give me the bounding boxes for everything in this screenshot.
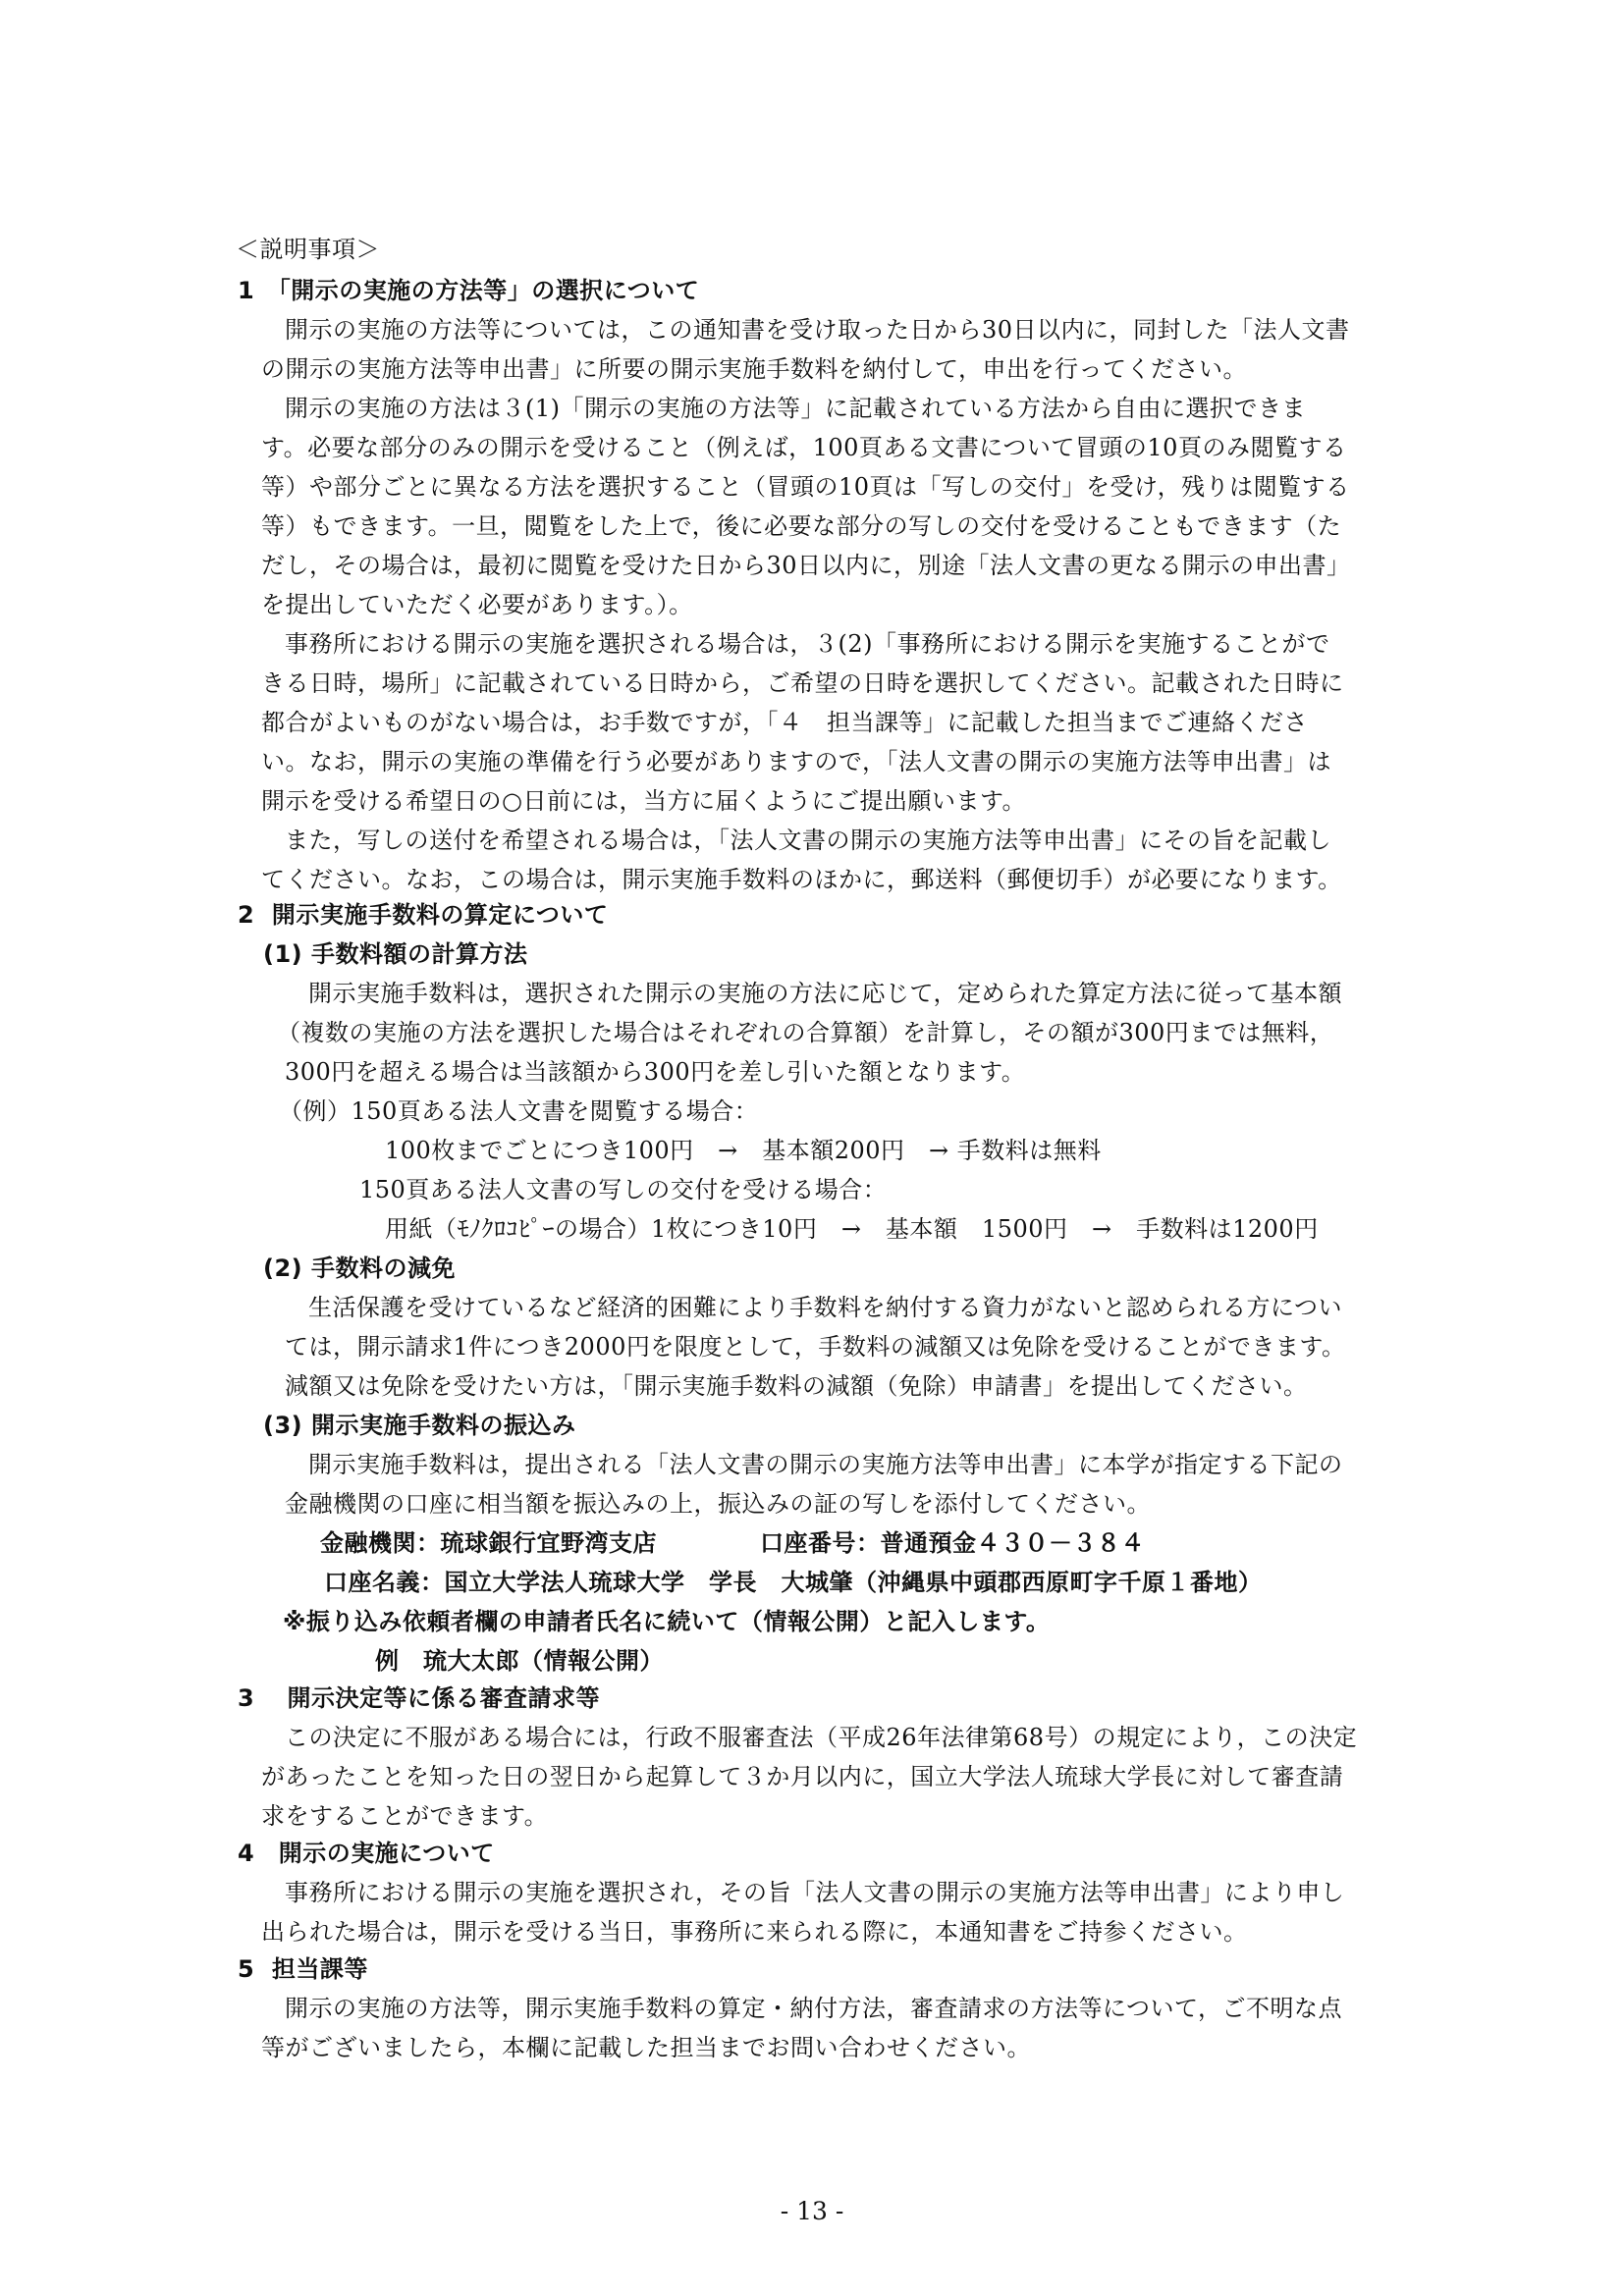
s1-p3-line: い。なお，開示の実施の準備を行う必要がありますので，「法人文書の開示の実施方法等申出書」は (261, 748, 1332, 775)
page-number: - 13 - (780, 2197, 844, 2225)
section-2-title: 2 開示実施手数料の算定について (238, 901, 609, 929)
s1-p3-line: 開示を受ける希望日の○日前には，当方に届くようにご提出願います。 (261, 787, 1027, 815)
s2-sub2-line: 減額又は免除を受けたい方は，「開示実施手数料の減額（免除）申請書」を提出してください。 (285, 1372, 1308, 1400)
s3-line: があったことを知った日の翌日から起算して３か月以内に，国立大学法人琉球大学長に対して審査請 (261, 1763, 1344, 1790)
s5-line: 開示の実施の方法等，開示実施手数料の算定・納付方法，審査請求の方法等について，ご不明な点 (285, 1995, 1343, 2022)
s2-sub2-line: ては，開示請求1件につき2000円を限度として，手数料の減額又は免除を受けることができます。 (285, 1333, 1346, 1361)
subsection-2-title: (2) 手数料の減免 (263, 1255, 456, 1282)
s1-p4-line: てください。なお，この場合は，開示実施手数料のほかに，郵送料（郵便切手）が必要になります。 (261, 866, 1342, 893)
s2-sub2-line: 生活保護を受けているなど経済的困難により手数料を納付する資力がないと認められる方につい (308, 1294, 1343, 1321)
s2-sub1-line: （複数の実施の方法を選択した場合はそれぞれの合算額）を計算し，その額が300円までは無料， (277, 1019, 1334, 1046)
subsection-1-title: (1) 手数料額の計算方法 (263, 940, 528, 968)
s2-sub1-line: 開示実施手数料は，選択された開示の実施の方法に応じて，定められた算定方法に従って基本額 (308, 980, 1343, 1007)
s1-p1-line: の開示の実施方法等申出書」に所要の開示実施手数料を納付して，申出を行ってください。 (261, 355, 1248, 383)
explanation-header: ＜説明事項＞ (236, 236, 380, 263)
section-1-title: 1 「開示の実施の方法等」の選択について (238, 277, 700, 304)
s1-p3-line: 都合がよいものがない場合は，お手数ですが，「４ 担当課等」に記載した担当までご連絡くださ (261, 709, 1308, 736)
section-5-title: 5 担当課等 (238, 1955, 368, 1983)
s1-p2-line: す。必要な部分のみの開示を受けること（例えば，100頁ある文書について冒頭の10頁のみ閲覧する (261, 434, 1347, 461)
s1-p3-line: 事務所における開示の実施を選択される場合は，３(2)「事務所における開示を実施することがで (285, 630, 1330, 658)
transfer-example: 例 琉大太郎（情報公開） (375, 1647, 664, 1675)
example-line: 150頁ある法人文書の写しの交付を受ける場合： (359, 1176, 888, 1203)
example-line: 用紙（ﾓﾉｸﾛｺﾋﾟｰの場合）1枚につき10円 → 基本額 1500円 → 手数料は1200円 (385, 1215, 1319, 1243)
s1-p2-line: だし，その場合は，最初に閲覧を受けた日から30日以内に，別途「法人文書の更なる開示の申出書」 (261, 552, 1351, 579)
example-line: （例）150頁ある法人文書を閲覧する場合： (279, 1097, 759, 1125)
s3-line: この決定に不服がある場合には，行政不服審査法（平成26年法律第68号）の規定により，この決定 (285, 1724, 1358, 1751)
s1-p2-line: 開示の実施の方法は３(1)「開示の実施の方法等」に記載されている方法から自由に選択できま (285, 395, 1306, 422)
bank-name: 金融機関：琉球銀行宜野湾支店 (320, 1529, 657, 1557)
s3-line: 求をすることができます。 (261, 1802, 549, 1830)
s1-p3-line: きる日時，場所」に記載されている日時から，ご希望の日時を選択してください。記載された日時に (261, 669, 1344, 697)
account-number: 口座番号：普通預金４３０－３８４ (760, 1529, 1145, 1557)
s5-line: 等がございましたら，本欄に記載した担当までお問い合わせください。 (261, 2034, 1031, 2061)
s4-line: 事務所における開示の実施を選択され，その旨「法人文書の開示の実施方法等申出書」により申し (285, 1879, 1345, 1906)
account-holder: 口座名義：国立大学法人琉球大学 学長 大城肇（沖縄県中頭郡西原町字千原１番地） (324, 1569, 1263, 1596)
s1-p2-line: 等）や部分ごとに異なる方法を選択すること（冒頭の10頁は「写しの交付」を受け，残りは閲覧する (261, 473, 1350, 501)
subsection-3-title: (3) 開示実施手数料の振込み (263, 1412, 576, 1439)
s1-p2-line: を提出していただく必要があります。）。 (261, 591, 693, 618)
s1-p1-line: 開示の実施の方法等については，この通知書を受け取った日から30日以内に，同封した「法人文書 (285, 316, 1350, 344)
section-3-title: 3 開示決定等に係る審査請求等 (238, 1684, 601, 1712)
s2-sub3-line: 開示実施手数料は，提出される「法人文書の開示の実施方法等申出書」に本学が指定する下記の (308, 1451, 1343, 1478)
s4-line: 出られた場合は，開示を受ける当日，事務所に来られる際に，本通知書をご持参ください。 (261, 1918, 1248, 1946)
s1-p2-line: 等）もできます。一旦，閲覧をした上で，後に必要な部分の写しの交付を受けることもできます（た (261, 512, 1342, 540)
s2-sub1-line: 300円を超える場合は当該額から300円を差し引いた額となります。 (285, 1058, 1026, 1086)
transfer-note: ※振り込み依頼者欄の申請者氏名に続いて（情報公開）と記入します。 (283, 1608, 1051, 1635)
s2-sub3-line: 金融機関の口座に相当額を振込みの上，振込みの証の写しを添付してください。 (285, 1490, 1151, 1518)
s1-p4-line: また，写しの送付を希望される場合は，「法人文書の開示の実施方法等申出書」にその旨を記載し (285, 827, 1331, 854)
section-4-title: 4 開示の実施について (238, 1840, 495, 1867)
example-line: 100枚までごとにつき100円 → 基本額200円 → 手数料は無料 (385, 1137, 1102, 1164)
